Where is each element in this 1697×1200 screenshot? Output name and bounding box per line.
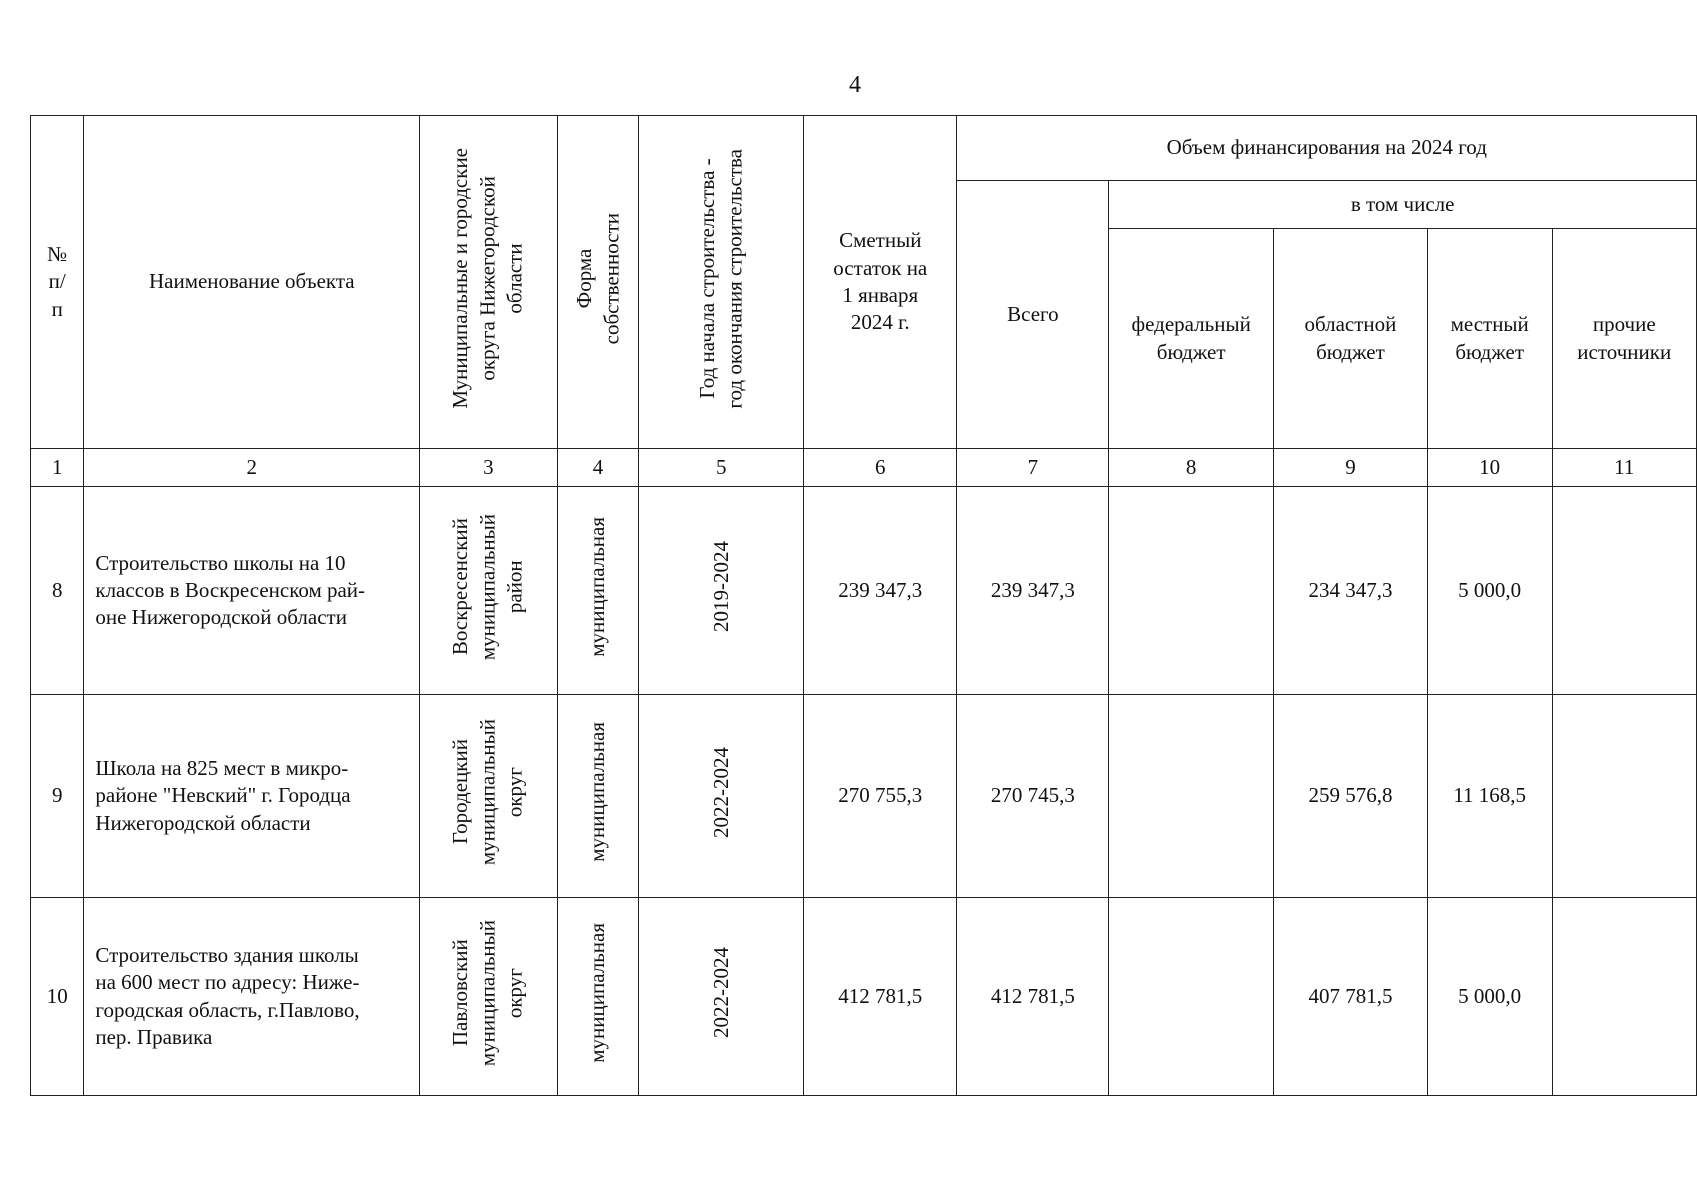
- object-name-line: Строительство школы на 10: [95, 550, 346, 575]
- years-text: 2022-2024: [708, 947, 733, 1039]
- ownership: [557, 487, 639, 695]
- page-number: 4: [849, 72, 861, 98]
- object-name-line: Школа на 825 мест в микро-: [95, 756, 349, 781]
- header-text: области: [503, 243, 528, 314]
- funding-total: 270 745,3: [957, 695, 1109, 898]
- regional-budget: 234 347,3: [1274, 487, 1428, 695]
- district-line: муниципальный: [475, 919, 500, 1066]
- ownership-text: муниципальная: [585, 516, 610, 657]
- district-line: район: [503, 560, 528, 614]
- table-row: [31, 898, 1697, 1096]
- header-text: Год начала строительства -: [694, 158, 719, 399]
- object-name-line: оне Нижегородской области: [95, 605, 347, 630]
- construction-years: [639, 487, 804, 695]
- header-object-name: [84, 116, 420, 449]
- federal-budget: [1109, 695, 1274, 898]
- financing-table: [30, 115, 1697, 1096]
- district-line: Городецкий: [448, 739, 473, 845]
- header-text: Объем финансирования на 2024 год: [1166, 135, 1487, 160]
- ownership: [557, 898, 639, 1096]
- header-text: год окончания строительства: [722, 148, 747, 409]
- other-sources: [1552, 898, 1697, 1096]
- district-line: округ: [503, 767, 528, 818]
- row-number: 8: [31, 487, 84, 695]
- estimated-balance: 412 781,5: [804, 898, 957, 1096]
- header-text: п: [51, 296, 63, 321]
- other-sources: [1552, 487, 1697, 695]
- object-name-line: городская область, г.Павлово,: [95, 997, 360, 1022]
- column-number: 10: [1427, 449, 1552, 487]
- column-number: 6: [804, 449, 957, 487]
- district-line: муниципальный: [475, 513, 500, 660]
- column-number: 4: [557, 449, 639, 487]
- header-text: п/: [48, 269, 66, 294]
- header-text: бюджет: [1316, 339, 1385, 364]
- header-text: областной: [1304, 312, 1397, 337]
- ownership-text: муниципальная: [585, 722, 610, 863]
- ownership: [557, 695, 639, 898]
- local-budget: 11 168,5: [1427, 695, 1552, 898]
- header-construction-years: [639, 116, 804, 449]
- construction-years: [639, 695, 804, 898]
- column-number: 9: [1274, 449, 1428, 487]
- object-name: [84, 695, 420, 898]
- header-text: остаток на: [833, 255, 928, 280]
- row-number: 9: [31, 695, 84, 898]
- column-number-row: [31, 449, 1697, 487]
- header-text: в том числе: [1350, 191, 1455, 216]
- federal-budget: [1109, 898, 1274, 1096]
- column-number: 11: [1552, 449, 1697, 487]
- header-estimated-balance: [804, 116, 957, 449]
- header-other-sources: [1552, 229, 1697, 449]
- construction-years: [639, 898, 804, 1096]
- local-budget: 5 000,0: [1427, 898, 1552, 1096]
- object-name-line: районе "Невский" г. Городца: [95, 783, 351, 808]
- header-text: Наименование объекта: [148, 269, 355, 294]
- header-text: 2024 г.: [850, 310, 910, 335]
- federal-budget: [1109, 487, 1274, 695]
- object-name-line: пер. Правика: [95, 1024, 213, 1049]
- district: [420, 487, 557, 695]
- header-text: бюджет: [1455, 339, 1525, 364]
- column-number: 1: [31, 449, 84, 487]
- regional-budget: 259 576,8: [1274, 695, 1428, 898]
- header-text: прочие: [1592, 312, 1656, 337]
- header-total: [957, 181, 1109, 449]
- estimated-balance: 239 347,3: [804, 487, 957, 695]
- district: [420, 695, 557, 898]
- ownership-text: муниципальная: [585, 922, 610, 1063]
- regional-budget: 407 781,5: [1274, 898, 1428, 1096]
- estimated-balance: 270 755,3: [804, 695, 957, 898]
- header-federal-budget: [1109, 229, 1274, 449]
- header-text: источники: [1577, 339, 1672, 364]
- header-local-budget: [1427, 229, 1552, 449]
- header-text: Форма: [571, 248, 596, 309]
- column-number: 3: [420, 449, 557, 487]
- years-text: 2019-2024: [708, 541, 733, 633]
- object-name-line: Нижегородской области: [95, 810, 311, 835]
- funding-total: 412 781,5: [957, 898, 1109, 1096]
- column-number: 8: [1109, 449, 1274, 487]
- header-regional-budget: [1274, 229, 1428, 449]
- funding-total: 239 347,3: [957, 487, 1109, 695]
- header-including: [1109, 181, 1697, 229]
- header-text: бюджет: [1156, 339, 1226, 364]
- header-text: Всего: [1007, 301, 1059, 326]
- column-number: 7: [957, 449, 1109, 487]
- header-text: местный: [1450, 312, 1529, 337]
- header-text: округа Нижегородской: [475, 176, 500, 381]
- column-number: 5: [639, 449, 804, 487]
- district-line: муниципальный: [475, 719, 500, 866]
- header-districts: [420, 116, 557, 449]
- header-funding-group: [957, 116, 1697, 181]
- object-name-line: классов в Воскресенском рай-: [95, 577, 366, 602]
- table-row: [31, 487, 1697, 695]
- header-row-number: [31, 116, 84, 449]
- header-text: 1 января: [842, 283, 919, 307]
- district: [420, 898, 557, 1096]
- header-text: Муниципальные и городские: [448, 148, 473, 409]
- header-text: федеральный: [1131, 312, 1251, 337]
- other-sources: [1552, 695, 1697, 898]
- header-text: собственности: [598, 212, 623, 345]
- header-ownership: [557, 116, 639, 449]
- district-line: Воскресенский: [448, 518, 473, 656]
- row-number: 10: [31, 898, 84, 1096]
- object-name-line: Строительство здания школы: [95, 942, 359, 967]
- district-line: округ: [503, 967, 528, 1018]
- district-line: Павловский: [448, 939, 473, 1047]
- object-name: [84, 487, 420, 695]
- header-text: №: [47, 242, 68, 267]
- header-text: Сметный: [839, 228, 922, 253]
- local-budget: 5 000,0: [1427, 487, 1552, 695]
- column-number: 2: [84, 449, 420, 487]
- years-text: 2022-2024: [708, 746, 733, 838]
- object-name-line: на 600 мест по адресу: Ниже-: [95, 970, 360, 995]
- object-name: [84, 898, 420, 1096]
- table-row: [31, 695, 1697, 898]
